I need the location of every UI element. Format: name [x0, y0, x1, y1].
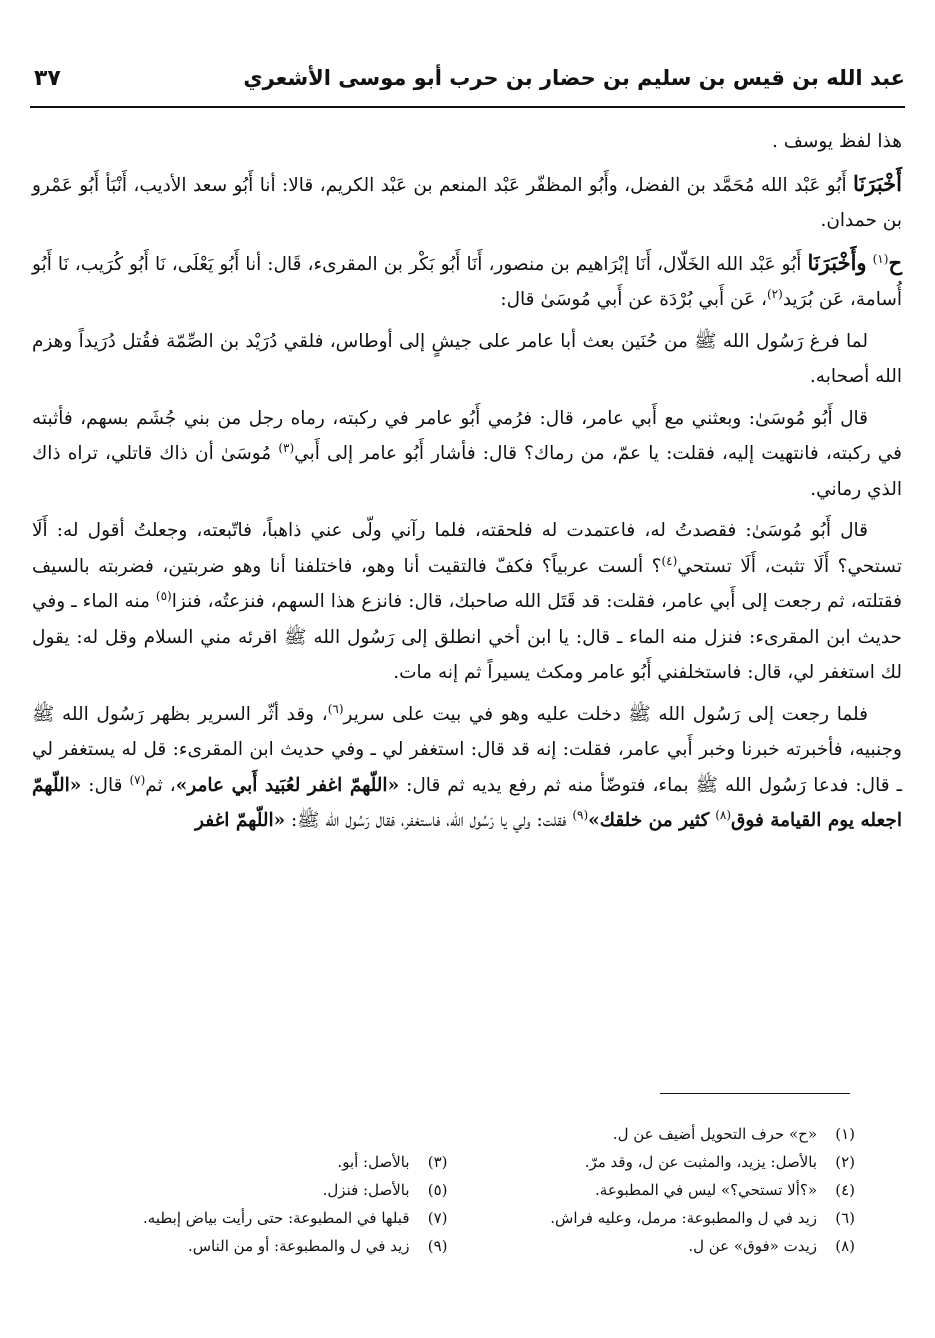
footnote-number: (٧)	[427, 1209, 448, 1227]
paragraph-matn-2	[32, 401, 902, 508]
text-run: فلما رجعت إلى رَسُول الله ﷺ دخلت عليه وهو في بيت على سرير	[343, 703, 868, 725]
footnote	[448, 1148, 856, 1176]
paragraph-matn-4	[32, 697, 902, 839]
text-run: أَبُو عَبْد الله مُحَمَّد بن الفضل، وأَبُو المظفّر عَبْد المنعم بن عَبْد الكريم، قالا: أنا أَبُو سعد الأديب، أَنْبَأ أَبُو عَمْرو بن حمدان.	[32, 174, 902, 231]
text-run: هذا لفظ يوسف .	[771, 131, 902, 152]
footnote-number: (٢)	[835, 1153, 855, 1171]
text-run: منه الماء ـ وفي حديث ابن المقرىء: فنزل منه الماء ـ قال: يا ابن أخي انطلق إلى رَسُول الله ﷺ اقرئه مني السلام وقل له: يقول لك استغفر لي، قال: فاستخلفني أَبُو عامر ومكث يسيراً ثم إنه مات.	[32, 591, 902, 683]
footnote	[448, 1204, 856, 1232]
text-run: ، ثم	[145, 774, 176, 796]
footnote-number: (٩)	[427, 1237, 448, 1255]
footnote-number: (٣)	[427, 1153, 448, 1171]
footnote-text: زيد في ل والمطبوعة: أو من الناس.	[187, 1237, 410, 1255]
footnote	[40, 1176, 448, 1204]
isnad-marker: وأَخْبَرَنَا	[807, 249, 867, 275]
paragraph-isnad-1	[32, 166, 902, 239]
text-run: قال:	[81, 774, 130, 796]
text-run: قال أَبُو مُوسَىٰ: وبعثني مع أَبي عامر، قال: فرُمي أَبُو عامر في ركبته، رماه رجل من بني جُشَم بسهم، فأثبته في ركبته، فانتهيت إليه، فقلت: يا عمّ، من رماك؟ قال: فأشار أَبُو عامر إلى أَبي	[32, 407, 903, 464]
footnote-text: «؟ألا تستحي؟» ليس في المطبوعة.	[595, 1181, 817, 1199]
footnote-ref: (٣)	[278, 440, 295, 455]
footnote-text: بالأصل: أبو.	[337, 1153, 410, 1171]
text-run: ، عَن أَبي بُرْدَة عن أَبي مُوسَىٰ قال:	[500, 289, 767, 310]
footnote-text: زيدت «فوق» عن ل.	[688, 1237, 817, 1255]
footnote	[40, 1204, 448, 1232]
footnote-ref: (٥)	[155, 588, 172, 603]
running-header	[30, 62, 905, 108]
footnotes	[40, 1120, 855, 1260]
footnote-ref: (٧)	[129, 772, 146, 787]
footnote-text: زيد في ل والمطبوعة: مرمل، وعليه فراش.	[550, 1209, 817, 1227]
footnote-row	[40, 1204, 855, 1232]
text-run: لما فرغ رَسُول الله ﷺ من حُنَين بعث أبا عامر على جيشٍ إلى أوطاس، فلقي دُرَيْد بن الصِّمّة فقُتل دُرَيداً وهزم الله أصحابه.	[32, 330, 902, 387]
footnote-ref: (٤)	[661, 553, 678, 568]
tahwil-marker: ح	[888, 249, 902, 275]
footnote	[40, 1148, 448, 1176]
footnote-text: بالأصل: فنزل.	[322, 1181, 410, 1199]
text-run: أَبُو عَبْد الله الخَلّال، أَنَا إبْرَاهيم بن منصور، أَنَا أَبُو بَكْر بن المقرىء، قَال: أنا أَبُو يَعْلَى، نَا أَبُو كُرَيب، نَا أَبُو أُسامة، عَن بُرَيد	[32, 253, 902, 310]
page-number: ٣٧	[34, 66, 61, 91]
isnad-marker: أَخْبَرَنَا	[853, 170, 902, 196]
paragraph-matn-3	[32, 513, 902, 691]
running-title: عبد الله بن قيس بن سليم بن حضار بن حرب أبو موسى الأشعري	[243, 66, 905, 90]
footnote	[448, 1120, 856, 1148]
footnote-row	[40, 1232, 855, 1260]
paragraph-matn-1	[32, 324, 902, 395]
paragraph-closing	[32, 124, 902, 160]
footnote-ref: (٨)	[715, 807, 732, 822]
prayer-text: «اللّهمّ اغفر	[195, 810, 286, 831]
footnote-row	[40, 1176, 855, 1204]
footnote	[40, 1232, 448, 1260]
footnote-number: (٦)	[835, 1209, 855, 1227]
footnote-text: قبلها في المطبوعة: حتى رأيت بياض إبطيه.	[143, 1209, 410, 1227]
main-text	[32, 124, 902, 845]
prayer-text: كثير من خلقك»	[588, 810, 710, 831]
footnote-row	[40, 1148, 855, 1176]
text-run: ؟ ألست عربياً؟ فكفّ فالتقيت أنا وهو، فاختلفنا أنا وهو ضربتين، فضربته بالسيف فقتلته، ثم رجعت إلى أَبي عامر، فقلت: قد قَتَل الله صاحبك، قال: فانزع هذا السهم، فنزعتُه، فنزا	[32, 555, 902, 612]
prayer-text: «اللّهمّ اغفر لعُبَيد أَبي عامر»	[175, 774, 400, 796]
text-run: فقلت: ولي يا رَسُول الله، فاستغفر، فقال رَسُول الله ﷺ:	[285, 810, 573, 831]
footnote-text: «ح» حرف التحويل أضيف عن ل.	[612, 1125, 817, 1143]
prayer-text: «اللّهمّ اجعله يوم القيامة فوق	[32, 774, 902, 831]
text-run: قال أَبُو مُوسَىٰ: فقصدتُ له، فاعتمدت له فلحقته، فلما رآني ولّى عني ذاهباً، فاتّبعته، وجعلتُ أقول له: أَلَا تستحي؟ أَلَا تثبت، أَلَا تستحي	[32, 520, 902, 577]
footnote-ref: (٦)	[327, 701, 344, 716]
text-run: مُوسَىٰ أن ذاك قاتلي، تراه ذاك الذي رماني.	[32, 443, 902, 500]
footnote-ref: (٢)	[766, 286, 783, 301]
footnote-text: بالأصل: يزيد، والمثبت عن ل، وقد مرّ.	[584, 1153, 817, 1171]
footnote-ref: (٩)	[572, 807, 589, 822]
footnote	[448, 1232, 856, 1260]
footnote	[448, 1176, 856, 1204]
footnote-divider	[660, 1093, 850, 1094]
text-run: ، وقد أثّر السرير بظهر رَسُول الله ﷺ وجنبيه، فأخبرته خبرنا وخبر أَبي عامر، فقلت: إنه قد قال: استغفر لي ـ وفي حديث ابن المقرىء: قل له يستغفر لي ـ قال: فدعا رَسُول الله ﷺ بماء، فتوضّأ منه ثم رفع يديه ثم قال:	[32, 703, 902, 796]
footnote-row	[40, 1120, 855, 1148]
paragraph-isnad-2	[32, 245, 902, 318]
footnote-number: (٨)	[835, 1237, 855, 1255]
footnote-number: (٤)	[835, 1181, 855, 1199]
footnote-number: (٥)	[427, 1181, 448, 1199]
footnote-ref: (١)	[872, 251, 889, 266]
footnote-number: (١)	[835, 1125, 855, 1143]
